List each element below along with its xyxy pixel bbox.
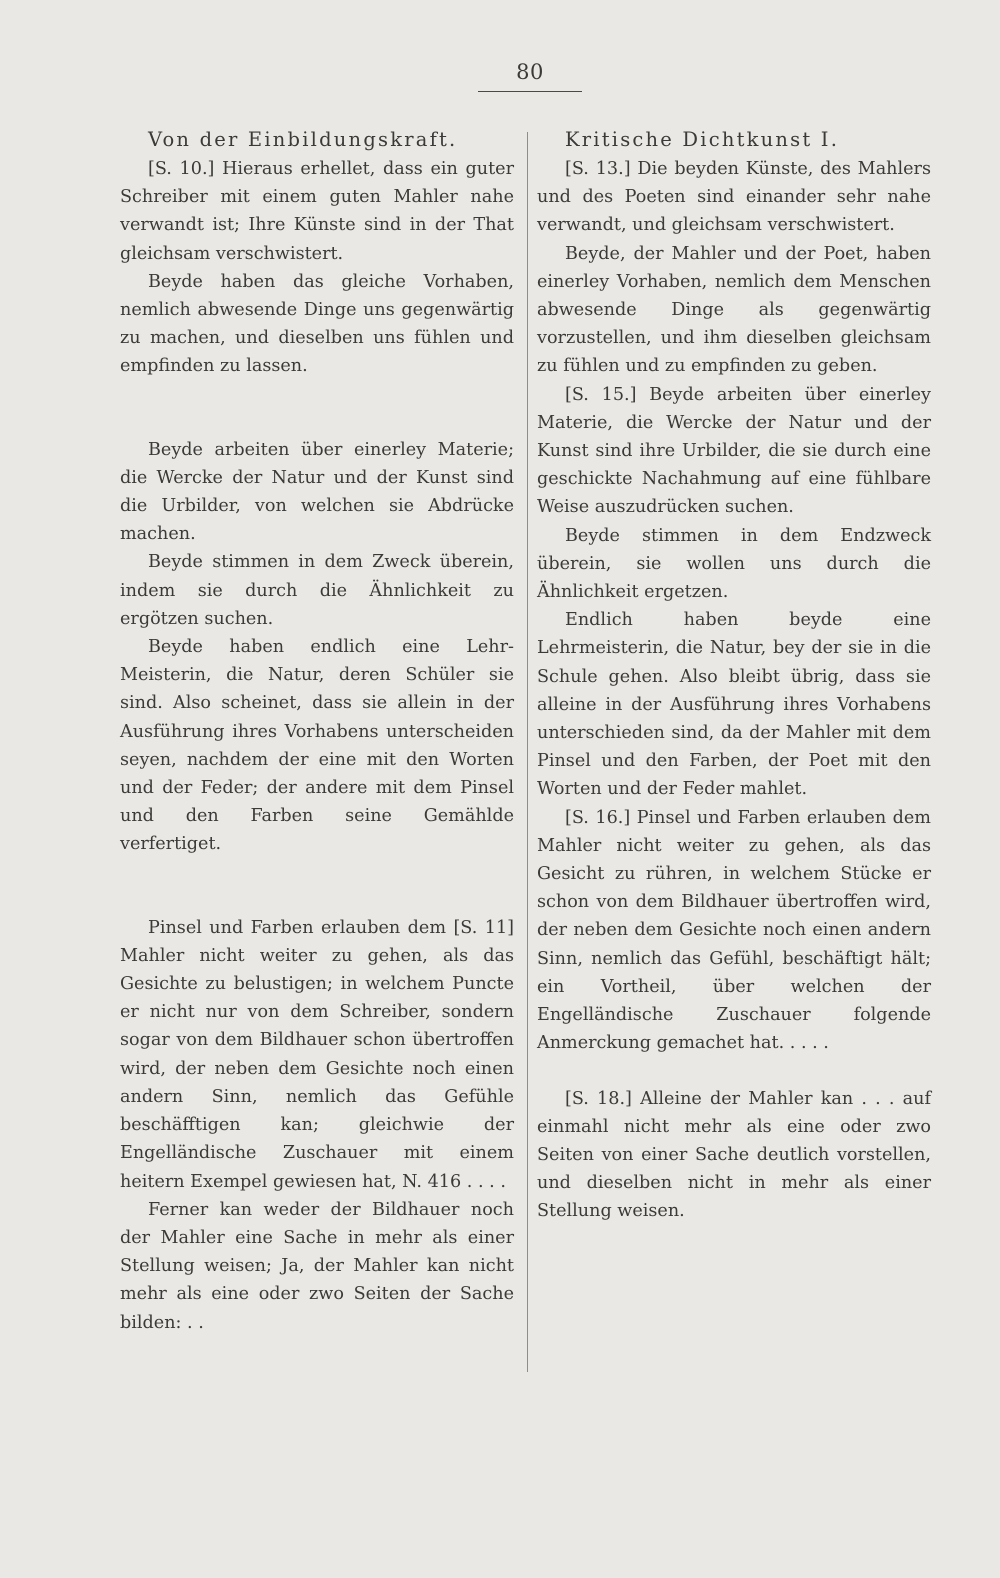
- right-paragraph: [S. 16.] Pinsel und Farben erlauben dem Mahler nicht weiter zu gehen, als das Gesicht zu rühren, in welchem Stücke er schon von dem Bildhauer übertroffen wird, der neben dem Gesichte noch einen andern Sinn, nemlich das Gefühl, beschäftigt hält; ein Vortheil, über welchen der Engelländische Zuschauer folgende Anmerckung gemachet hat. . . . .: [537, 807, 931, 1054]
- header-rule: [478, 91, 582, 92]
- right-paragraph: Beyde, der Mahler und der Poet, haben einerley Vorhaben, nemlich dem Menschen abwesende Dinge als gegenwärtig vorzustellen, und ihm dieselben gleichsam zu fühlen und zu empfinden zu geben.: [537, 243, 931, 377]
- left-paragraph: Beyde stimmen in dem Zweck überein, indem sie durch die Ähnlichkeit zu ergötzen suchen.: [120, 552, 514, 629]
- right-paragraph: Endlich haben beyde eine Lehrmeisterin, die Natur, bey der sie in die Schule gehen. Also bleibt übrig, dass sie alleine in der Ausführung ihres Vorhabens unterschieden sind, da der Mahler mit dem Pinsel und den Farben, der Poet mit den Worten und der Feder mahlet.: [537, 610, 931, 800]
- left-paragraph: [S. 10.] Hieraus erhellet, dass ein guter Schreiber mit einem guten Mahler nahe verwandt ist; Ihre Künste sind in der That gleichsam verschwistert.: [120, 159, 514, 264]
- right-column: [537, 126, 931, 1226]
- left-column-title: Von der Einbildungskraft.: [148, 128, 458, 151]
- column-divider: [527, 132, 528, 1372]
- left-paragraph: Beyde haben das gleiche Vorhaben, nemlich abwesende Dinge uns gegenwärtig zu machen, und dieselben uns fühlen und empfinden zu lassen.: [120, 271, 514, 377]
- left-paragraph: Beyde arbeiten über einerley Materie; die Wercke der Natur und der Kunst sind die Urbilder, von welchen sie Abdrücke machen.: [120, 439, 514, 545]
- left-column: [120, 126, 514, 1337]
- section-gap: [120, 381, 514, 436]
- right-paragraph: [S. 18.] Alleine der Mahler kan . . . auf einmahl nicht mehr als eine oder zwo Seiten von einer Sache deutlich vorstellen, und dieselben nicht in mehr als einer Stellung weisen.: [537, 1088, 931, 1222]
- left-paragraph: Pinsel und Farben erlauben dem [S. 11] Mahler nicht weiter zu gehen, als das Gesichte zu belustigen; in welchem Puncte er nicht nur von dem Schreiber, sondern sogar von dem Bildhauer schon übertroffen wird, der neben dem Gesichte noch einen andern Sinn, nemlich das Gefühle beschäfftigen kan; gleichwie der Engelländische Zuschauer mit einem heitern Exempel gewiesen hat, N. 416 . . . .: [120, 917, 514, 1192]
- right-paragraph: Beyde stimmen in dem Endzweck überein, sie wollen uns durch die Ähnlichkeit ergetzen.: [537, 525, 931, 603]
- right-column-title: Kritische Dichtkunst I.: [565, 128, 840, 151]
- section-gap: [120, 859, 514, 914]
- section-gap: [537, 1058, 931, 1085]
- right-paragraph: [S. 15.] Beyde arbeiten über einerley Materie, die Wercke der Natur und der Kunst sind ihre Urbilder, die sie durch eine geschickte Nachahmung auf eine fühlbare Weise auszudrücken suchen.: [537, 384, 931, 518]
- left-paragraph: Ferner kan weder der Bildhauer noch der Mahler eine Sache in mehr als einer Stellung weisen; Ja, der Mahler kan nicht mehr als eine oder zwo Seiten der Sache bilden: . .: [120, 1199, 514, 1333]
- right-paragraph: [S. 13.] Die beyden Künste, des Mahlers und des Poeten sind einander sehr nahe verwandt, und gleichsam verschwistert.: [537, 159, 931, 236]
- page-number: 80: [516, 60, 544, 84]
- left-paragraph: Beyde haben endlich eine Lehr-Meisterin, die Natur, deren Schüler sie sind. Also scheinet, dass sie allein in der Ausführung ihres Vorhabens unterscheiden seyen, nachdem der eine mit den Worten und der Feder; der andere mit dem Pinsel und den Farben seine Gemählde verfertiget.: [120, 637, 514, 855]
